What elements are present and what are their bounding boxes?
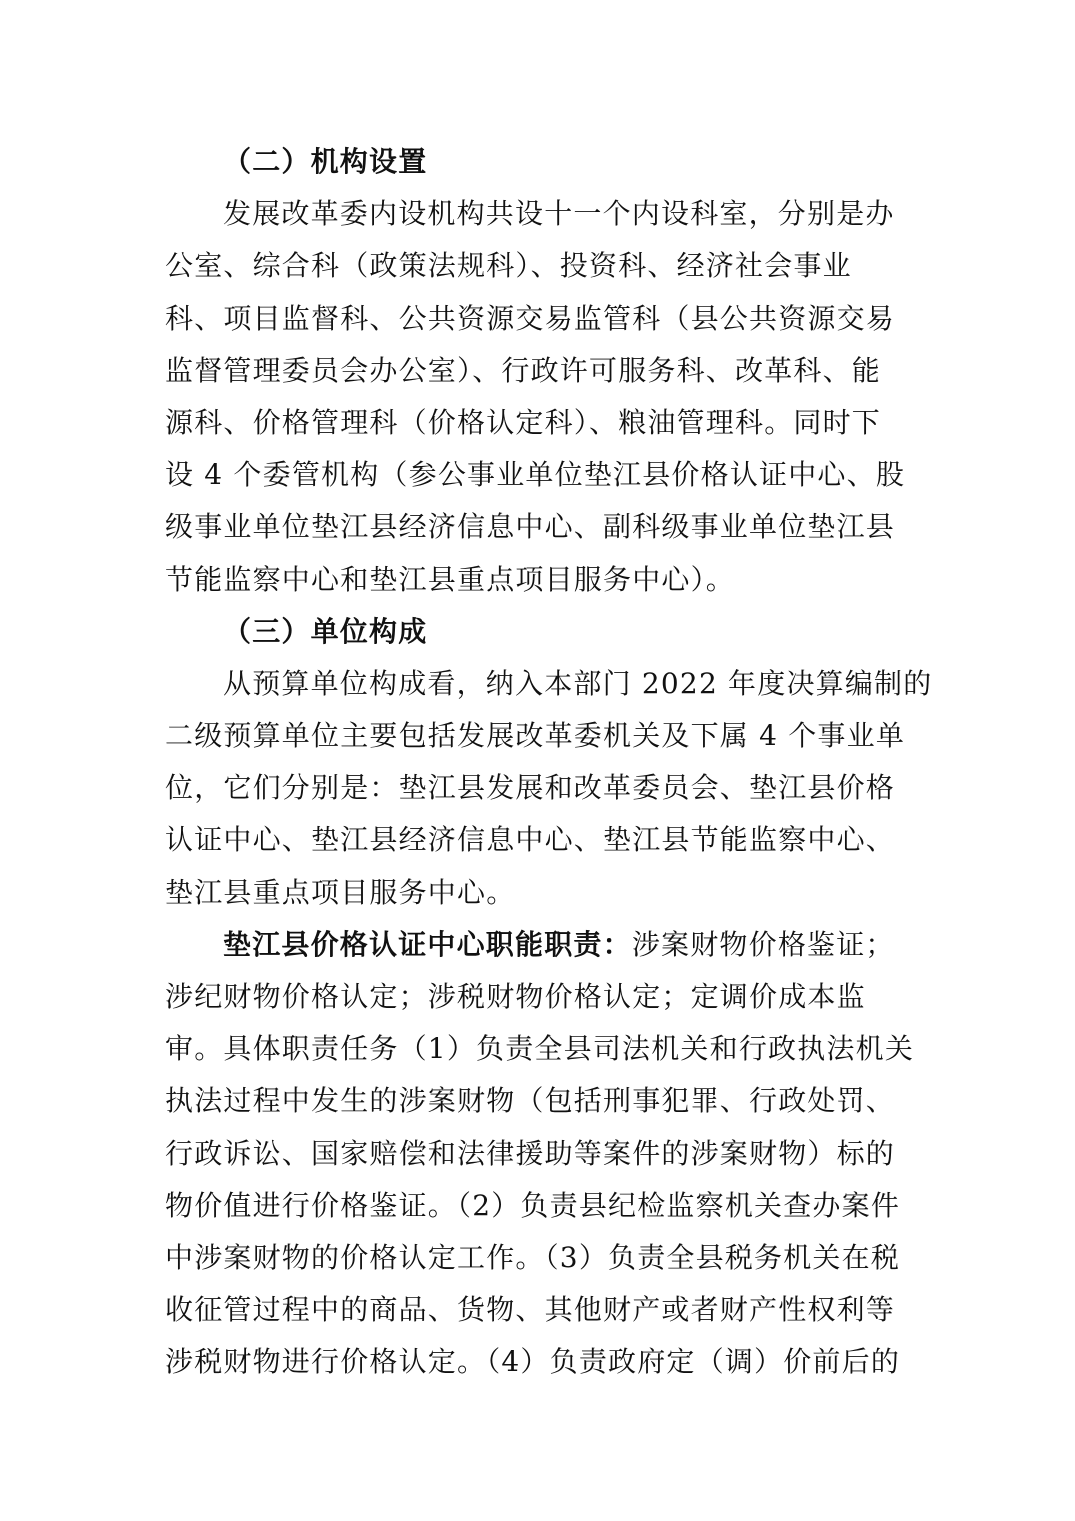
- text-line: 物价值进行价格鉴证。（2）负责县纪检监察机关查办案件: [165, 1188, 901, 1222]
- duties-first-text: 涉案财物价格鉴证；: [631, 927, 895, 961]
- text-line: 涉纪财物价格认定；涉税财物价格认定；定调价成本监: [165, 980, 866, 1013]
- text-line: 中涉案财物的价格认定工作。（3）负责全县税务机关在税: [165, 1240, 901, 1274]
- section-heading-institutions: （二）机构设置: [223, 145, 428, 178]
- text-line: 收征管过程中的商品、货物、其他财产或者财产性权利等: [165, 1293, 896, 1327]
- paragraph-unit-composition: [165, 658, 933, 919]
- text-line: 发展改革委内设机构共设十一个内设科室，分别是办: [223, 197, 895, 231]
- paragraph-institutions: [165, 188, 905, 606]
- text-line: 公室、综合科（政策法规科）、投资科、经济社会事业: [165, 249, 852, 283]
- text-line: 设 4 个委管机构（参公事业单位垫江县价格认证中心、股: [165, 458, 906, 492]
- duties-lead: 垫江县价格认证中心职能职责：: [223, 927, 632, 961]
- text-line: 认证中心、垫江县经济信息中心、垫江县节能监察中心、: [165, 823, 896, 857]
- text-line: 源科、价格管理科（价格认定科）、粮油管理科。同时下: [165, 405, 882, 439]
- text-line: 从预算单位构成看，纳入本部门 2022 年度决算编制的: [223, 666, 933, 700]
- text-line: 级事业单位垫江县经济信息中心、副科级事业单位垫江县: [165, 510, 896, 544]
- text-line: [165, 919, 905, 971]
- document-page: [165, 136, 933, 1389]
- text-line: 监督管理委员会办公室）、行政许可服务科、改革科、能: [165, 353, 882, 387]
- text-line: 节能监察中心和垫江县重点项目服务中心）。: [165, 562, 736, 596]
- text-line: 位，它们分别是：垫江县发展和改革委员会、垫江县价格: [165, 771, 896, 805]
- text-line: 垫江县重点项目服务中心。: [165, 875, 516, 909]
- text-line: 涉税财物进行价格认定。（4）负责政府定（调）价前后的: [165, 1345, 901, 1379]
- text-line: 科、项目监督科、公共资源交易监管科（县公共资源交易: [165, 301, 896, 335]
- section-heading-unit-composition: （三）单位构成: [223, 614, 428, 648]
- paragraph-price-center-duties: [165, 919, 915, 1389]
- text-line: 行政诉讼、国家赔偿和法律援助等案件的涉案财物）标的: [165, 1136, 896, 1170]
- text-line: 执法过程中发生的涉案财物（包括刑事犯罪、行政处罚、: [165, 1084, 896, 1118]
- text-line: 审。具体职责任务（1）负责全县司法机关和行政执法机关: [165, 1032, 915, 1066]
- text-line: 二级预算单位主要包括发展改革委机关及下属 4 个事业单: [165, 719, 906, 753]
